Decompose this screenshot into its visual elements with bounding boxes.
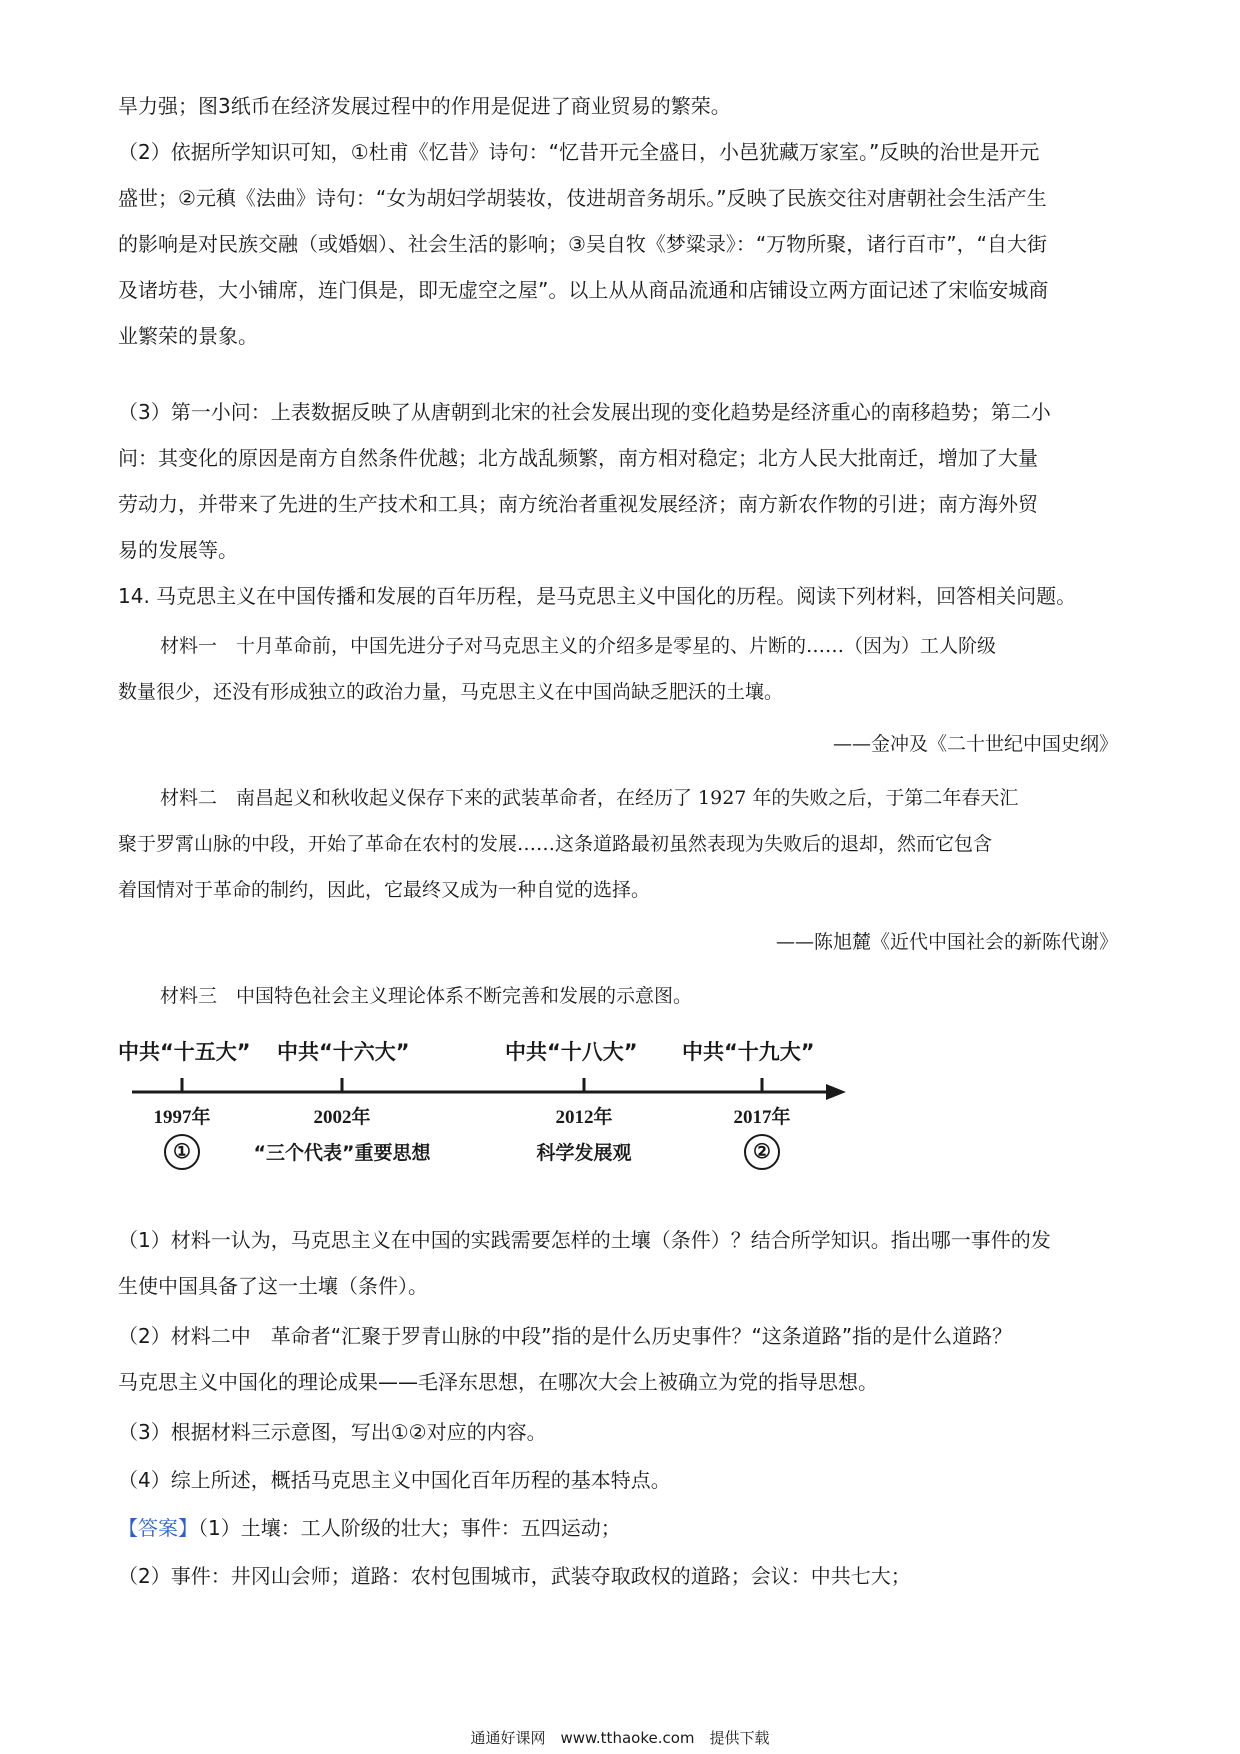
question-line: （2）材料二中 革命者“汇聚于罗青山脉的中段”指的是什么历史事件？“这条道路”指的是什么道路？ xyxy=(118,1324,1013,1348)
text-line: 及诸坊巷，大小铺席，连门俱是，即无虚空之屋”。以上从从商品流通和店铺设立两方面记述了宋临安城商 xyxy=(118,278,1049,302)
text-line: 旱力强；图3纸币在经济发展过程中的作用是促进了商业贸易的繁荣。 xyxy=(118,94,731,118)
text-line: （3）第一小问：上表数据反映了从唐朝到北宋的社会发展出现的变化趋势是经济重心的南移趋势；第二小 xyxy=(118,400,1051,424)
timeline-congress-label: 中共“十五大” xyxy=(118,1040,251,1064)
answer-line: （2）事件：井冈山会师；道路：农村包围城市，武装夺取政权的道路；会议：中共七大； xyxy=(118,1564,911,1588)
timeline-year: 2002年 xyxy=(313,1107,371,1128)
timeline-year: 2017年 xyxy=(733,1107,791,1128)
question-14-stem: 14. 马克思主义在中国传播和发展的百年历程，是马克思主义中国化的历程。阅读下列材料，回答相关问题。 xyxy=(118,584,1077,608)
question-line: 生使中国具备了这一土壤（条件）。 xyxy=(118,1274,428,1298)
timeline-label: “三个代表”重要思想 xyxy=(253,1142,431,1164)
timeline-label: 科学发展观 xyxy=(536,1142,632,1164)
material-one-line: 数量很少，还没有形成独立的政治力量，马克思主义在中国尚缺乏肥沃的土壤。 xyxy=(118,681,784,703)
material-two-source: ——陈旭麓《近代中国社会的新陈代谢》 xyxy=(775,931,1118,953)
text-line: （2）依据所学知识可知，①杜甫《忆昔》诗句：“忆昔开元全盛日，小邑犹藏万家室。”反映的治世是开元 xyxy=(118,140,1040,164)
text-line: 盛世；②元稹《法曲》诗句：“女为胡妇学胡装妆，伎进胡音务胡乐。”反映了民族交往对唐朝社会生活产生 xyxy=(118,186,1047,210)
material-two-line: 着国情对于革命的制约，因此，它最终又成为一种自觉的选择。 xyxy=(118,879,651,901)
timeline-congress-label: 中共“十六大” xyxy=(277,1040,410,1064)
text-line: 的影响是对民族交融（或婚姻）、社会生活的影响；③吴自牧《梦粱录》：“万物所聚，诸行百市”，“自大街 xyxy=(118,232,1048,256)
answer-tag: 【答案】 xyxy=(118,1516,198,1540)
text-line: 劳动力，并带来了先进的生产技术和工具；南方统治者重视发展经济；南方新农作物的引进；南方海外贸 xyxy=(118,492,1038,516)
question-line: 马克思主义中国化的理论成果——毛泽东思想，在哪次大会上被确立为党的指导思想。 xyxy=(118,1370,878,1394)
page-footer: 通通好课网 www.tthaoke.com 提供下载 xyxy=(470,1729,770,1747)
material-three-line: 材料三 中国特色社会主义理论体系不断完善和发展的示意图。 xyxy=(160,985,693,1007)
material-one-line: 材料一 十月革命前，中国先进分子对马克思主义的介绍多是零星的、片断的……（因为）工人阶级 xyxy=(160,635,997,657)
question-line: （1）材料一认为，马克思主义在中国的实践需要怎样的土壤（条件）？结合所学知识。指出哪一事件的发 xyxy=(118,1228,1051,1252)
timeline-congress-label: 中共“十八大” xyxy=(505,1040,638,1064)
question-line: （3）根据材料三示意图，写出①②对应的内容。 xyxy=(118,1420,547,1444)
timeline-blank-2: ② xyxy=(744,1134,780,1170)
text-line: 易的发展等。 xyxy=(118,538,238,562)
timeline-year: 1997年 xyxy=(153,1107,211,1128)
material-two-line: 材料二 南昌起义和秋收起义保存下来的武装革命者，在经历了 1927 年的失败之后，于第二年春天汇 xyxy=(160,787,1019,809)
answer-line xyxy=(118,1514,1128,1542)
question-line: （4）综上所述，概括马克思主义中国化百年历程的基本特点。 xyxy=(118,1468,671,1492)
timeline-blank-1: ① xyxy=(164,1134,200,1170)
text-line: 业繁荣的景象。 xyxy=(118,324,258,348)
text-line: 问：其变化的原因是南方自然条件优越；北方战乱频繁，南方相对稳定；北方人民大批南迁，增加了大量 xyxy=(118,446,1038,470)
timeline-arrow-icon xyxy=(826,1084,846,1100)
timeline-year: 2012年 xyxy=(555,1107,613,1128)
material-two-line: 聚于罗霄山脉的中段，开始了革命在农村的发展……这条道路最初虽然表现为失败后的退却，然而它包含 xyxy=(118,833,993,855)
material-one-source: ——金冲及《二十世纪中国史纲》 xyxy=(832,733,1118,755)
answer-text: （1）土壤：工人阶级的壮大；事件：五四运动； xyxy=(198,1516,621,1540)
timeline-congress-label: 中共“十九大” xyxy=(682,1040,815,1064)
